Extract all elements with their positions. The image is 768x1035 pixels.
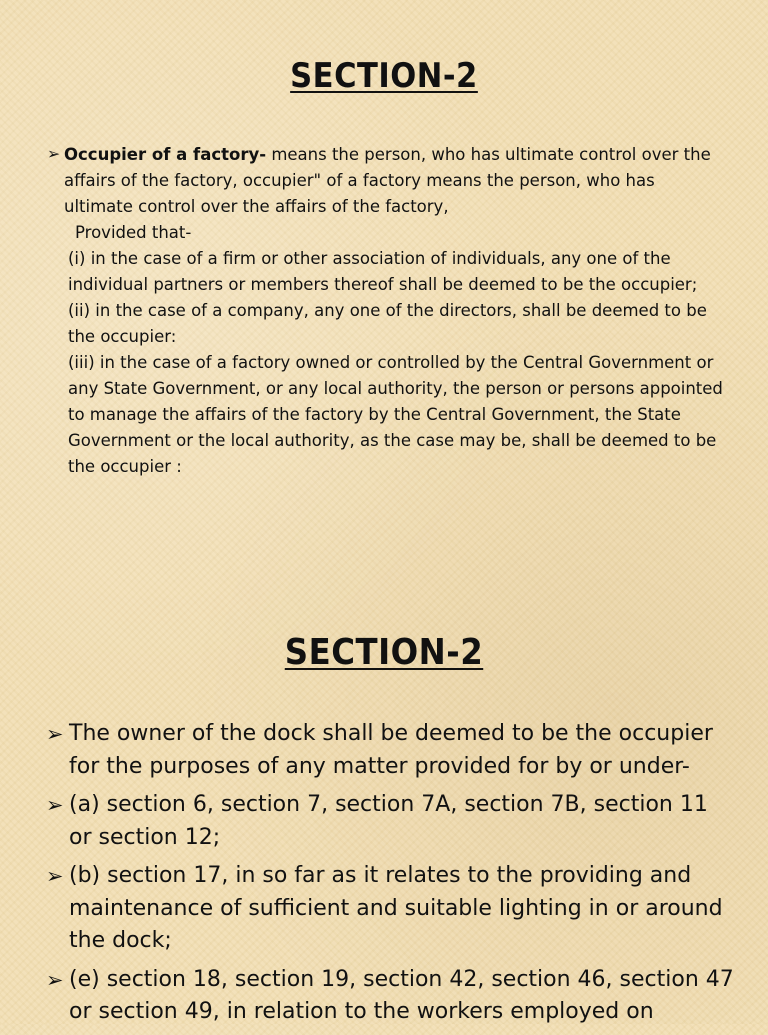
list-item	[46, 860, 736, 958]
clause-ii-text: (ii) in the case of a company, any one of the directors, shall be deemed to be the occupier:	[68, 301, 707, 346]
list-item	[46, 718, 736, 783]
list-item-text: (e) section 18, section 19, section 42, section 46, section 47 or section 49, in relation to the workers employed on	[69, 966, 734, 1024]
occupier-bullet	[47, 142, 727, 220]
clause-iii-text: (iii) in the case of a factory owned or controlled by the Central Government or any State Government, or any local authority, the person or persons appointed to manage the affairs of the factory by the Central Government, the State Government or the local authority, as the case may be, shall be deemed to be the occupier :	[68, 353, 723, 476]
occupier-term: Occupier of a factory-	[64, 145, 267, 164]
list-item-text: The owner of the dock shall be deemed to be the occupier for the purposes of any matter provided for by or under-	[69, 721, 713, 779]
arrow-bullet-icon: ➢	[47, 144, 61, 163]
provided-that: Provided that-	[75, 223, 192, 242]
slide-2-title: SECTION-2	[284, 632, 484, 673]
arrow-bullet-icon: ➢	[46, 967, 64, 992]
list-item-text: (b) section 17, in so far as it relates to the providing and maintenance of sufficient and suitable lighting in or around the dock;	[69, 863, 723, 953]
occupier-definition: means the person, who has ultimate control over the affairs of the factory, occupier" of a factory means the person, who has ultimate control over the affairs of the factory,	[64, 145, 711, 216]
slide-2-list	[46, 718, 736, 1035]
list-item	[46, 789, 736, 854]
slide-1-body	[47, 142, 727, 480]
slide-2	[0, 620, 768, 1024]
slide-1-title: SECTION-2	[290, 56, 478, 96]
list-item-text: (a) section 6, section 7, section 7A, section 7B, section 11 or section 12;	[69, 792, 708, 850]
clause-ii	[47, 298, 727, 350]
clause-i-text: (i) in the case of a firm or other association of individuals, any one of the individual partners or members thereof shall be deemed to be the occupier;	[68, 249, 698, 294]
clause-iii	[47, 350, 727, 480]
arrow-bullet-icon: ➢	[46, 864, 64, 888]
arrow-bullet-icon: ➢	[46, 793, 64, 817]
arrow-bullet-icon: ➢	[46, 722, 64, 746]
list-item	[46, 964, 736, 1029]
clause-i	[47, 246, 727, 298]
